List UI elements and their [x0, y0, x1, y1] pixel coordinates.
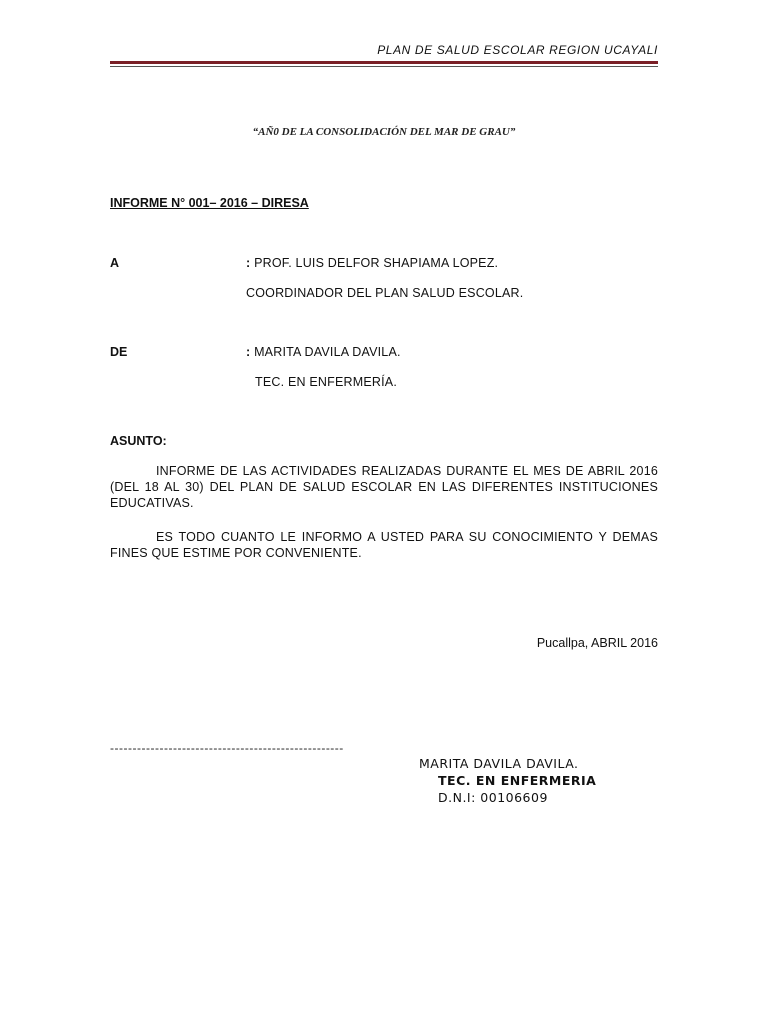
from-colon: : — [246, 345, 251, 359]
to-name: PROF. LUIS DELFOR SHAPIAMA LOPEZ. — [254, 256, 499, 270]
report-number: INFORME N° 001– 2016 – DIRESA — [110, 196, 309, 210]
header-title: PLAN DE SALUD ESCOLAR REGION UCAYALI — [377, 43, 658, 57]
signature-title: TEC. EN ENFERMERIA — [438, 773, 597, 788]
from-name: MARITA DAVILA DAVILA. — [254, 345, 401, 359]
from-title: TEC. EN ENFERMERÍA. — [255, 375, 398, 389]
to-name-line — [246, 256, 498, 270]
to-colon: : — [246, 256, 251, 270]
signature-dni: D.N.I: 00106609 — [438, 790, 548, 805]
to-title: COORDINADOR DEL PLAN SALUD ESCOLAR. — [246, 286, 524, 300]
header-rule-thick — [110, 61, 658, 64]
signature-name: MARITA DAVILA DAVILA. — [419, 756, 579, 771]
subject-paragraph-2: ES TODO CUANTO LE INFORMO A USTED PARA SU CONOCIMIENTO Y DEMAS FINES QUE ESTIME POR CONVENIENTE. — [110, 530, 658, 560]
header-rule-thin — [110, 66, 658, 67]
to-label: A — [110, 256, 120, 270]
subject-label: ASUNTO: — [110, 434, 167, 448]
year-motto: “AÑ0 DE LA CONSOLIDACIÓN DEL MAR DE GRAU” — [252, 126, 516, 138]
from-label: DE — [110, 345, 128, 359]
signature-line: ---------------------------------------------------- — [110, 741, 344, 755]
date-line: Pucallpa, ABRIL 2016 — [536, 636, 658, 650]
subject-paragraph-1: INFORME DE LAS ACTIVIDADES REALIZADAS DURANTE EL MES DE ABRIL 2016 (DEL 18 AL 30) DEL PLAN DE SALUD ESCOLAR EN LAS DIFERENTES INSTITUCIONES EDUCATIVAS. — [110, 464, 658, 510]
from-name-line — [246, 345, 401, 359]
